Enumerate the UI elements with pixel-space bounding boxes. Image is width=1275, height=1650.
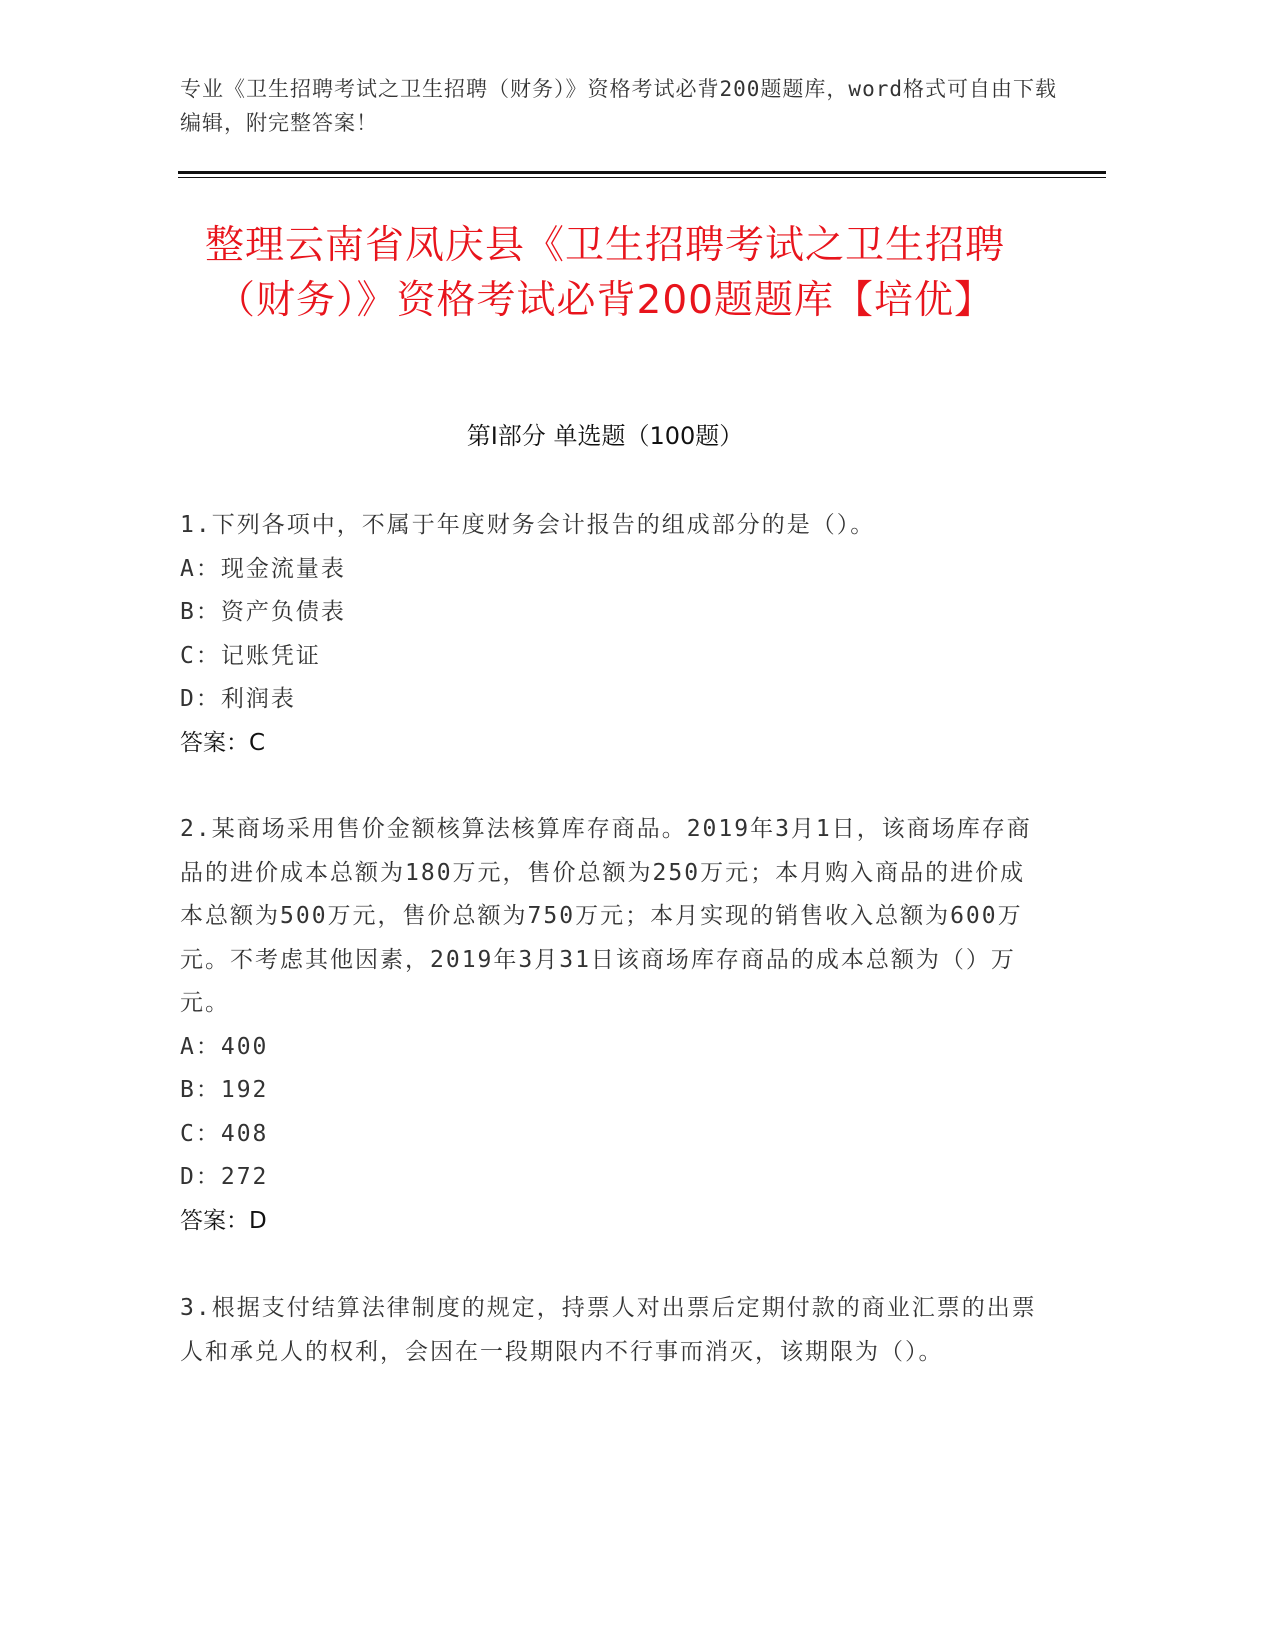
answer: 答案：D [180, 1207, 267, 1234]
option-b: B：192 [180, 1077, 269, 1103]
question-stem: 2.某商场采用售价金额核算法核算库存商品。2019年3月1日，该商场库存商品的进价成本总额为180万元，售价总额为250万元；本月购入商品的进价成本总额为500万元，售价总额为750万元；本月实现的销售收入总额为600万元。不考虑其他因素，2019年3月31日该商场库存商品的成本总额为（）万元。 [180, 816, 1032, 1016]
option-a: A：400 [180, 1033, 269, 1060]
header-note: 专业《卫生招聘考试之卫生招聘（财务）》资格考试必背200题题库，word格式可自由下载编辑，附完整答案！ [180, 77, 1057, 135]
answer: 答案：C [180, 729, 266, 756]
document-title: 整理云南省凤庆县《卫生招聘考试之卫生招聘（财务）》资格考试必背200题题库【培优】 [204, 223, 1005, 323]
section-title: 第I部分 单选题（100题） [466, 422, 744, 450]
header-divider-thin [178, 177, 1106, 178]
question-stem: 1.下列各项中，不属于年度财务会计报告的组成部分的是（）。 [180, 512, 876, 538]
option-d: D：272 [180, 1164, 269, 1190]
option-b: B：资产负债表 [180, 599, 346, 625]
question-3 [180, 1287, 1040, 1374]
option-a: A：现金流量表 [180, 555, 346, 582]
question-1 [180, 504, 1040, 765]
option-d: D：利润表 [180, 686, 296, 712]
header-divider-thick [178, 171, 1106, 174]
question-stem: 3.根据支付结算法律制度的规定，持票人对出票后定期付款的商业汇票的出票人和承兑人的权利，会因在一段期限内不行事而消灭，该期限为（）。 [180, 1295, 1037, 1365]
question-2 [180, 808, 1040, 1243]
option-c: C：408 [180, 1120, 269, 1147]
option-c: C：记账凭证 [180, 642, 321, 669]
